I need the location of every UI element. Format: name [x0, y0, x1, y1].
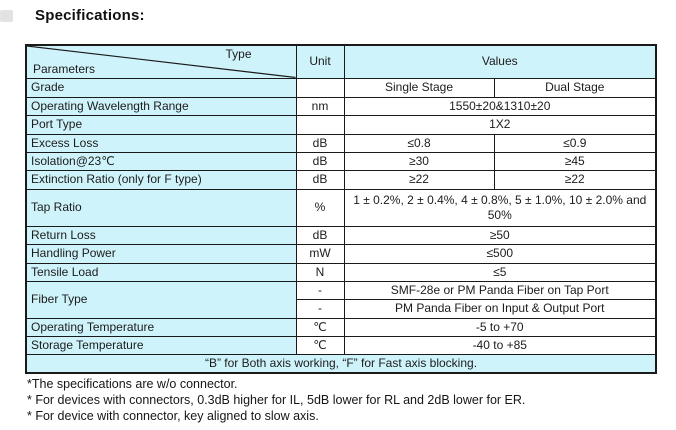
tap-ratio-unit-cell: % — [296, 189, 344, 226]
row-tensile-load — [26, 263, 656, 281]
fiber-type-unit1-cell: - — [296, 281, 344, 299]
isolation-unit-cell: dB — [296, 152, 344, 170]
port-type-param-cell: Port Type — [26, 115, 296, 134]
header-values-cell: Values — [344, 45, 656, 78]
tap-ratio-value-cell: 1 ± 0.2%, 2 ± 0.4%, 4 ± 0.8%, 5 ± 1.0%, 10 ± 2.0% and 50% — [344, 189, 656, 226]
row-handling-power — [26, 244, 656, 263]
excess-loss-dual-cell: ≤0.9 — [494, 134, 656, 152]
excess-loss-unit-cell: dB — [296, 134, 344, 152]
row-wavelength — [26, 97, 656, 115]
isolation-single-cell: ≥30 — [344, 152, 494, 170]
row-storage-temp — [26, 336, 656, 354]
isolation-dual-cell: ≥45 — [494, 152, 656, 170]
handling-power-value-cell: ≤500 — [344, 244, 656, 263]
grade-dual-cell: Dual Stage — [494, 78, 656, 97]
operating-temp-param-cell: Operating Temperature — [26, 318, 296, 336]
footnote-2: * For devices with connectors, 0.3dB higher for IL, 5dB lower for RL and 2dB lower for ER. — [27, 393, 526, 407]
screen-edge-artifact — [0, 10, 13, 22]
extinction-single-cell: ≥22 — [344, 170, 494, 189]
tensile-load-value-cell: ≤5 — [344, 263, 656, 281]
header-corner-cell — [26, 45, 296, 78]
footnote-1: *The specifications are w/o connector. — [27, 377, 238, 391]
operating-temp-unit-cell: ℃ — [296, 318, 344, 336]
row-extinction — [26, 170, 656, 189]
row-tap-ratio — [26, 189, 656, 226]
return-loss-value-cell: ≥50 — [344, 226, 656, 244]
storage-temp-unit-cell: ℃ — [296, 336, 344, 354]
tensile-load-unit-cell: N — [296, 263, 344, 281]
excess-loss-param-cell: Excess Loss — [26, 134, 296, 152]
wavelength-value-cell: 1550±20&1310±20 — [344, 97, 656, 115]
return-loss-unit-cell: dB — [296, 226, 344, 244]
footer-note-cell: “B” for Both axis working, “F” for Fast axis blocking. — [26, 354, 656, 373]
tap-ratio-param-cell: Tap Ratio — [26, 189, 296, 226]
operating-temp-value-cell: -5 to +70 — [344, 318, 656, 336]
storage-temp-value-cell: -40 to +85 — [344, 336, 656, 354]
port-type-unit-cell — [296, 115, 344, 134]
row-return-loss — [26, 226, 656, 244]
extinction-unit-cell: dB — [296, 170, 344, 189]
handling-power-param-cell: Handling Power — [26, 244, 296, 263]
storage-temp-param-cell: Storage Temperature — [26, 336, 296, 354]
grade-single-cell: Single Stage — [344, 78, 494, 97]
wavelength-param-cell: Operating Wavelength Range — [26, 97, 296, 115]
header-type-label: Type — [225, 47, 252, 61]
header-parameters-label: Parameters — [33, 61, 96, 76]
row-operating-temp — [26, 318, 656, 336]
row-fiber-type-1 — [26, 281, 656, 299]
fiber-type-unit2-cell: - — [296, 299, 344, 318]
row-excess-loss — [26, 134, 656, 152]
specifications-table — [25, 44, 657, 374]
row-port-type — [26, 115, 656, 134]
row-isolation — [26, 152, 656, 170]
isolation-param-cell: Isolation@23℃ — [26, 152, 296, 170]
header-unit-cell: Unit — [296, 45, 344, 78]
handling-power-unit-cell: mW — [296, 244, 344, 263]
extinction-dual-cell: ≥22 — [494, 170, 656, 189]
fiber-type-param-cell: Fiber Type — [26, 281, 296, 318]
wavelength-unit-cell: nm — [296, 97, 344, 115]
footnotes — [27, 376, 525, 424]
grade-param-cell: Grade — [26, 78, 296, 97]
port-type-value-cell: 1X2 — [344, 115, 656, 134]
return-loss-param-cell: Return Loss — [26, 226, 296, 244]
fiber-type-value1-cell: SMF-28e or PM Panda Fiber on Tap Port — [344, 281, 656, 299]
grade-unit-cell — [296, 78, 344, 97]
footnote-3: * For device with connector, key aligned to slow axis. — [27, 409, 319, 423]
fiber-type-value2-cell: PM Panda Fiber on Input & Output Port — [344, 299, 656, 318]
extinction-param-cell: Extinction Ratio (only for F type) — [26, 170, 296, 189]
tensile-load-param-cell: Tensile Load — [26, 263, 296, 281]
table-header-row — [26, 45, 656, 78]
row-grade — [26, 78, 656, 97]
page-title: Specifications: — [35, 7, 145, 24]
table-footer-row — [26, 354, 656, 373]
excess-loss-single-cell: ≤0.8 — [344, 134, 494, 152]
